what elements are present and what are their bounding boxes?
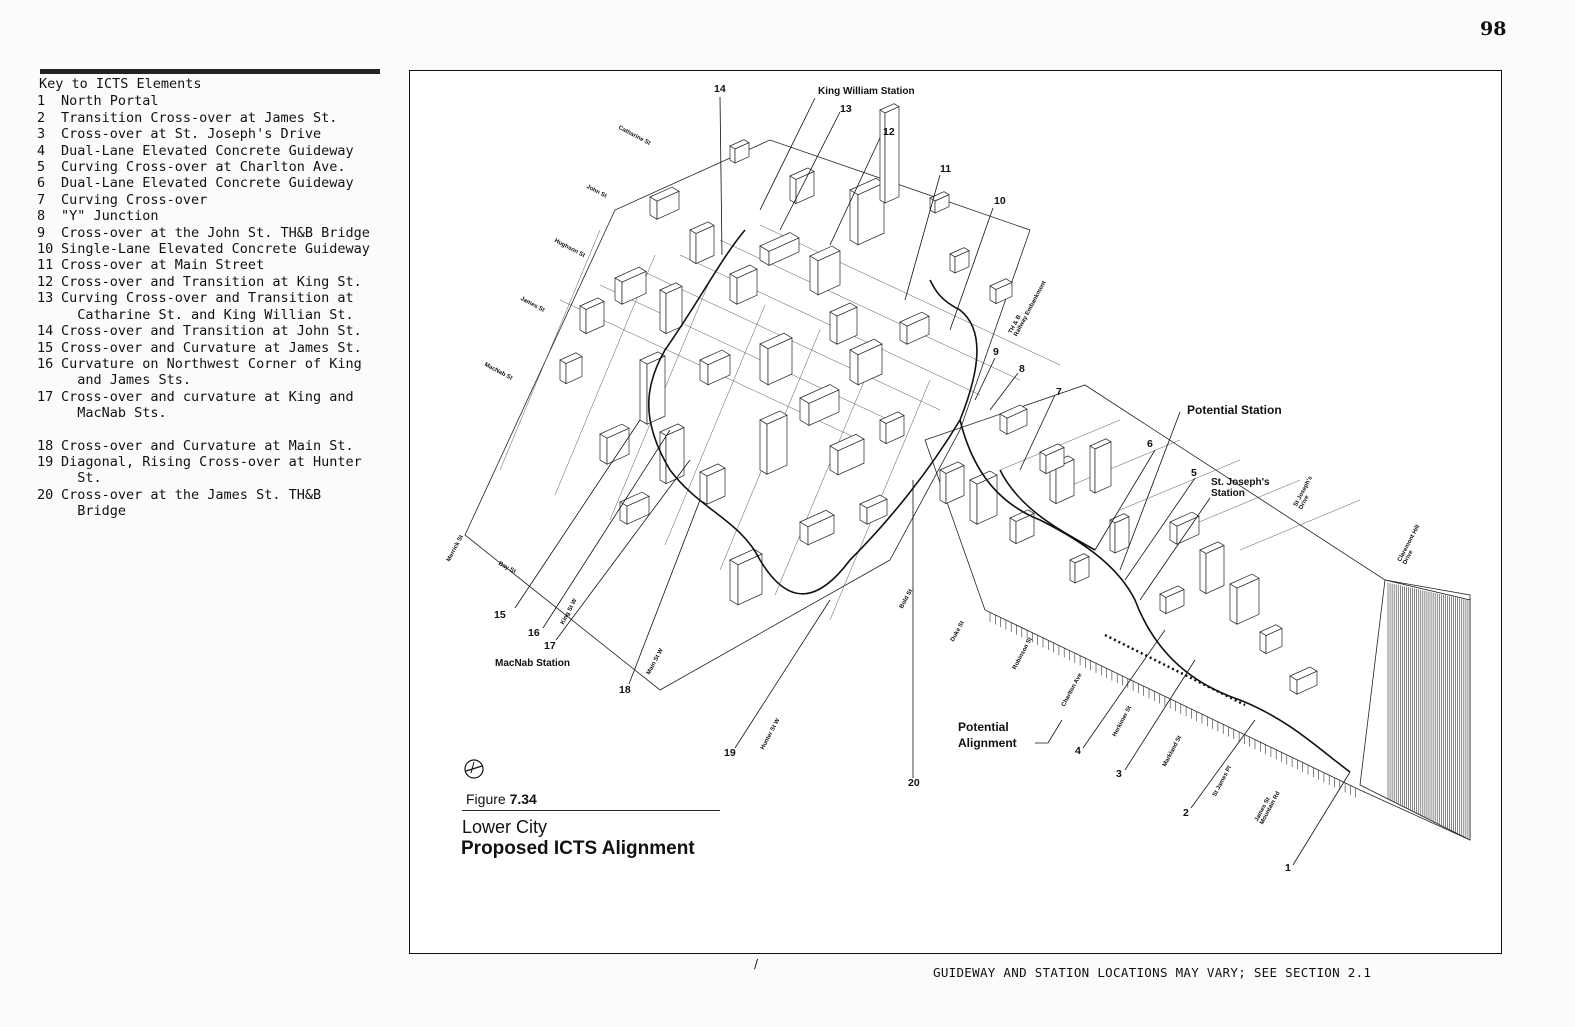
- key-item-text: Cross-over and Transition at John St.: [61, 323, 362, 340]
- callout-14: 14: [714, 83, 726, 95]
- street-catharine: Catharine St: [617, 125, 652, 147]
- figure-number: 7.34: [509, 791, 537, 807]
- macnab-station-label: MacNab Station: [495, 658, 571, 669]
- key-item-text: Curving Cross-over: [61, 191, 208, 208]
- street-st-james-pl: St James Pl: [1212, 765, 1234, 798]
- key-item-number: 4: [37, 142, 46, 159]
- key-item-text: Transition Cross-over at James St.: [61, 109, 338, 126]
- callout-7: 7: [1056, 386, 1062, 398]
- key-item-number: 6: [37, 175, 46, 192]
- callout-6: 6: [1147, 438, 1153, 450]
- north-arrow-icon: [464, 759, 484, 779]
- downtown-outline: [465, 140, 1030, 690]
- key-item-number: 8: [37, 208, 46, 225]
- callout-10: 10: [994, 195, 1006, 207]
- key-item-number: 19: [37, 453, 54, 470]
- key-item-number: 15: [37, 339, 54, 356]
- key-item-number: 16: [37, 355, 54, 372]
- key-item-number: 14: [37, 323, 54, 340]
- street-main: Main St W: [646, 647, 665, 676]
- callout-4: 4: [1075, 745, 1081, 757]
- key-item-number: 2: [37, 109, 46, 126]
- key-item-text: Cross-over and Transition at King St.: [61, 273, 362, 290]
- key-item-text: Curvature on Northwest Corner of King and James Sts.: [61, 355, 362, 389]
- street-bold: Bold St: [899, 588, 915, 610]
- street-herkimer: Herkimer St: [1112, 705, 1134, 738]
- king-william-station-label: King William Station: [818, 86, 915, 97]
- key-item-number: 17: [37, 388, 54, 405]
- key-item-number: 3: [37, 126, 46, 143]
- key-item-number: 9: [37, 224, 46, 241]
- callout-8: 8: [1019, 363, 1025, 375]
- callout-12: 12: [883, 126, 895, 138]
- street-james-mountain: James St Mountain Rd: [1254, 790, 1282, 826]
- figure-rule: [462, 810, 720, 811]
- page-number: 98: [1480, 18, 1507, 40]
- callout-16: 16: [528, 627, 540, 639]
- thb-railway-label: TH & B Railway Embankment: [1008, 280, 1048, 338]
- key-item-text: Cross-over at St. Joseph's Drive: [61, 126, 322, 143]
- key-item-text: Cross-over at the James St. TH&B Bridge: [61, 486, 322, 520]
- street-charlton: Charlton Ave: [1061, 672, 1084, 708]
- key-item-text: Cross-over and curvature at King and MacNab Sts.: [61, 388, 354, 422]
- street-james: James St: [519, 296, 546, 314]
- key-item-text: Diagonal, Rising Cross-over at Hunter St.: [61, 453, 362, 487]
- street-st-josephs-drive: St Joseph's Drive: [1293, 475, 1314, 511]
- callout-2: 2: [1183, 807, 1189, 819]
- key-item-text: Curving Cross-over and Transition at Catharine St. and King Willian St.: [61, 290, 354, 323]
- key-item-number: 7: [37, 191, 46, 208]
- street-macnab: MacNab St: [483, 362, 514, 382]
- street-duke: Duke St: [950, 620, 966, 643]
- key-item-number: 11: [37, 257, 54, 274]
- key-title: Key to ICTS Elements: [39, 76, 202, 92]
- key-item-text: Cross-over at the John St. TH&B Bridge: [61, 224, 370, 241]
- figure-title: Proposed ICTS Alignment: [461, 838, 695, 859]
- callout-13: 13: [840, 103, 852, 115]
- key-item-text: Cross-over and Curvature at James St.: [61, 339, 362, 356]
- key-item-text: Cross-over and Curvature at Main St.: [61, 437, 354, 454]
- key-item-text: Dual-Lane Elevated Concrete Guideway: [61, 175, 354, 192]
- key-item-number: 12: [37, 273, 54, 290]
- callout-1: 1: [1285, 862, 1291, 874]
- key-item-number: 5: [37, 159, 46, 176]
- callout-20: 20: [908, 777, 920, 789]
- key-item-text: "Y" Junction: [61, 208, 159, 225]
- icts-guideway: [649, 230, 1350, 772]
- callout-11: 11: [940, 163, 952, 175]
- street-hughson: Hughson St: [553, 238, 586, 260]
- street-john: John St: [585, 184, 608, 200]
- stray-mark: /: [754, 957, 759, 971]
- figure-label: [466, 791, 537, 807]
- callout-3: 3: [1116, 768, 1122, 780]
- callout-5: 5: [1191, 467, 1197, 479]
- key-item-text: Dual-Lane Elevated Concrete Guideway: [61, 142, 354, 159]
- key-item-text: Single-Lane Elevated Concrete Guideway: [61, 241, 370, 258]
- street-robinson: Robinson St: [1012, 636, 1034, 671]
- callout-17: 17: [544, 640, 556, 652]
- key-item-text: Cross-over at Main Street: [61, 257, 265, 274]
- key-item-number: 20: [37, 486, 54, 503]
- callout-19: 19: [724, 747, 736, 759]
- key-item-text: North Portal: [61, 93, 159, 110]
- figure-subtitle: Lower City: [462, 817, 548, 837]
- callout-18: 18: [619, 684, 631, 696]
- callout-9: 9: [993, 346, 999, 358]
- key-item-number: 1: [37, 93, 46, 110]
- key-item-number: 10: [37, 241, 54, 258]
- street-king: King St W: [560, 597, 579, 626]
- street-merrick: Merrick St: [446, 534, 465, 563]
- footnote: GUIDEWAY AND STATION LOCATIONS MAY VARY; SEE SECTION 2.1: [933, 965, 1372, 980]
- st-josephs-station-label: St. Joseph's Station: [1211, 477, 1270, 499]
- figure-prefix: Figure: [466, 791, 506, 807]
- potential-station-label: Potential Station: [1187, 403, 1282, 417]
- street-hunter: Hunter St W: [760, 717, 782, 751]
- street-bay: Bay St: [497, 561, 517, 576]
- key-item-text: Curving Cross-over at Charlton Ave.: [61, 159, 346, 176]
- guideway-mountain-line: [960, 420, 1350, 772]
- key-item-number: 18: [37, 437, 54, 454]
- key-item-number: 13: [37, 290, 54, 307]
- street-claremont: Claremont Hill Drive: [1397, 524, 1422, 566]
- street-markland: Markland St: [1162, 734, 1184, 768]
- potential-alignment-label: Potential Alignment: [958, 720, 1017, 750]
- callout-15: 15: [494, 609, 506, 621]
